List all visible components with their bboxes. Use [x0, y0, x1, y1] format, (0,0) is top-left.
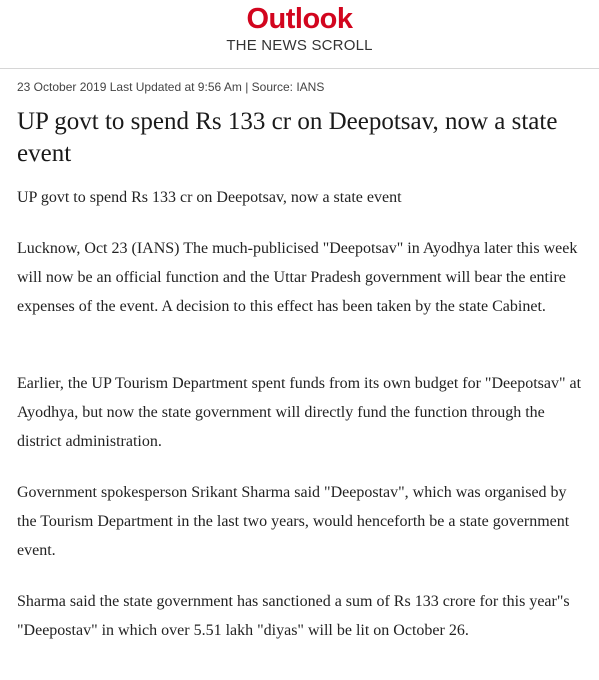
article-paragraph: Government spokesperson Srikant Sharma said "Deepostav", which was organised by the Tourism Department in the last two years, would henceforth be a state government event.	[17, 484, 570, 559]
article-summary: UP govt to spend Rs 133 cr on Deepotsav, now a state event	[17, 189, 402, 206]
header-divider	[0, 68, 599, 69]
article-paragraph: Lucknow, Oct 23 (IANS) The much-publicised "Deepotsav" in Ayodhya later this week will now be an official function and the Uttar Pradesh government will bear the entire expenses of the event. A decision to this effect has been taken by the state Cabinet.	[17, 240, 578, 315]
article-paragraph: Earlier, the UP Tourism Department spent funds from its own budget for "Deepotsav" at Ayodhya, but now the state government will directly fund the function through the district administration.	[17, 375, 582, 450]
article-headline: UP govt to spend Rs 133 cr on Deepotsav, now a state event	[17, 108, 558, 167]
site-tagline: THE NEWS SCROLL	[226, 37, 373, 54]
outlook-logo[interactable]: Outlook	[246, 3, 353, 35]
last-updated: Last Updated at 9:56 Am	[109, 80, 242, 94]
article-paragraph: Sharma said the state government has sanctioned a sum of Rs 133 crore for this year"s "Deepostav" in which over 5.51 lakh "diyas" will be lit on October 26.	[17, 593, 570, 639]
site-header	[0, 0, 599, 68]
article-source: Source: IANS	[251, 80, 325, 94]
article-meta	[17, 79, 324, 95]
publish-date: 23 October 2019	[17, 80, 107, 94]
meta-separator: |	[245, 80, 249, 94]
